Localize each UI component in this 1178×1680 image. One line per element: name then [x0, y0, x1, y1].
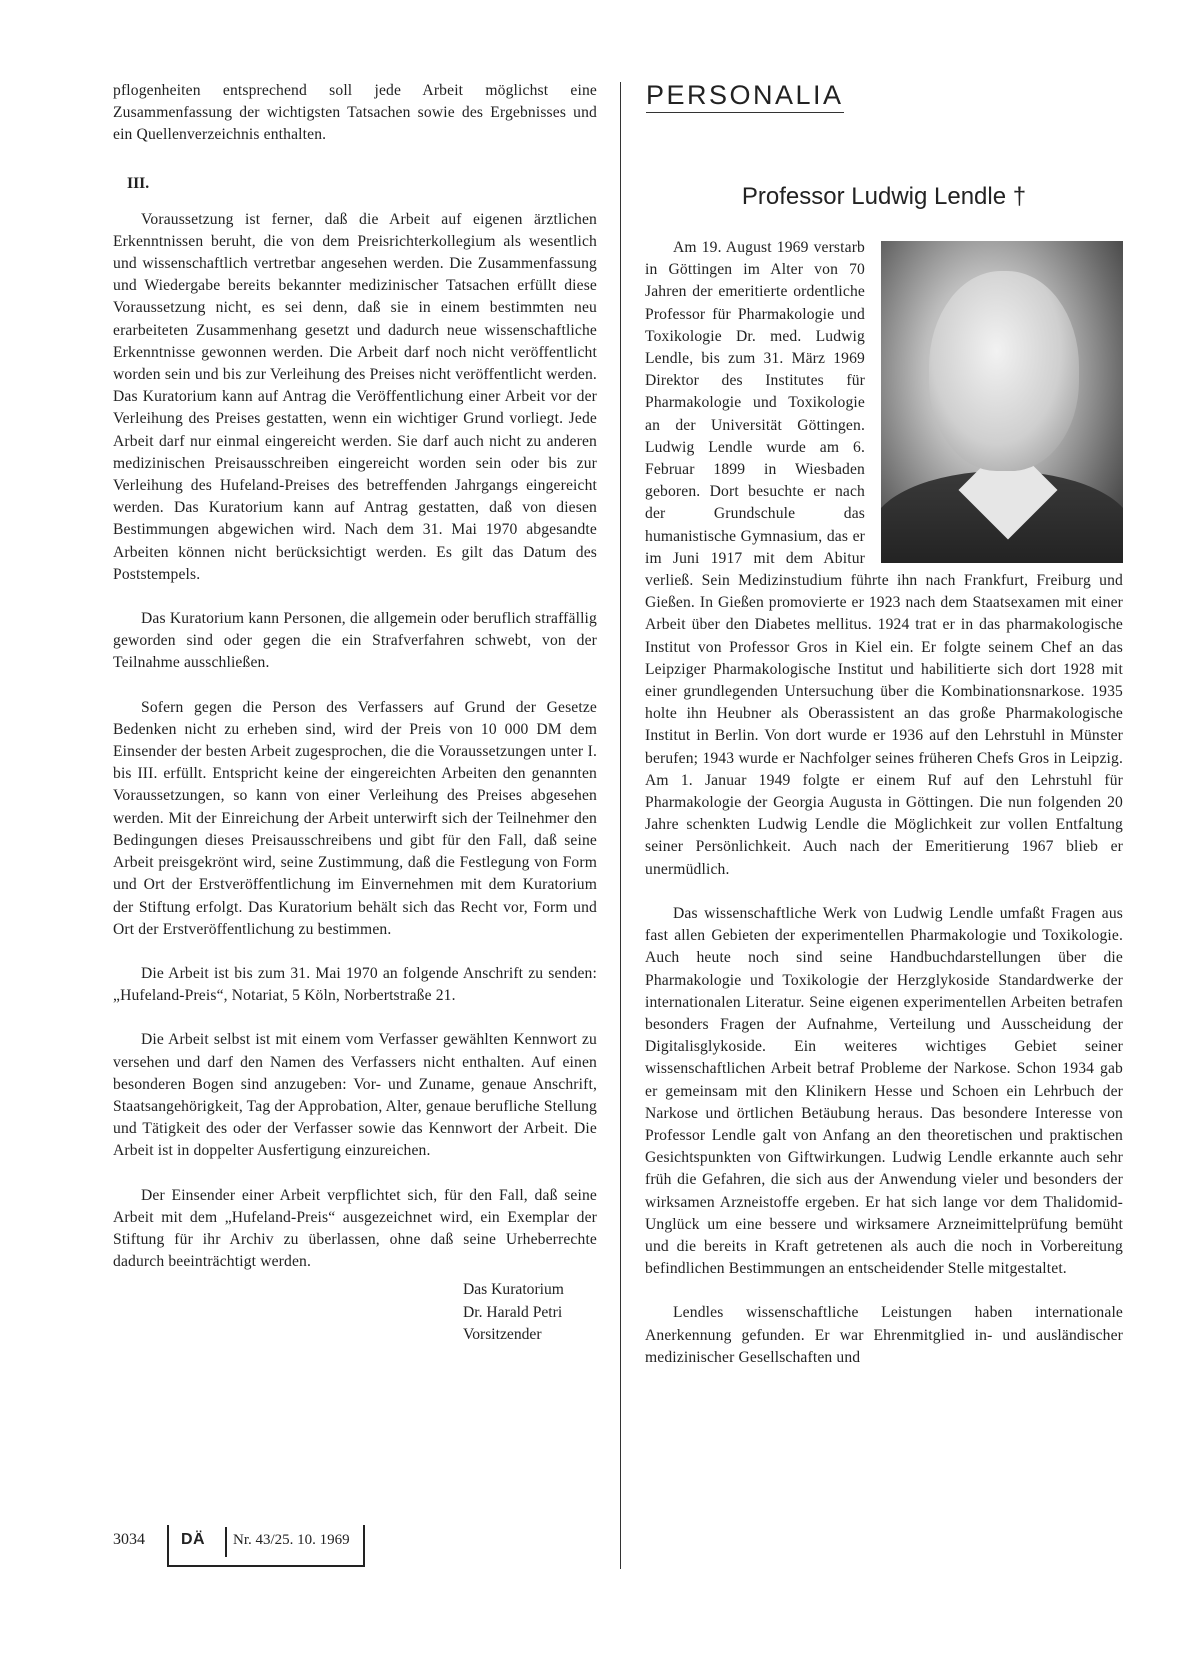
left-column — [113, 80, 597, 1346]
column-divider — [620, 82, 621, 1569]
journal-box — [167, 1525, 365, 1567]
paragraph-prize: Sofern gegen die Person des Verfassers auf Grund der Gesetze Bedenken nicht zu erheben sind, wird der Preis von 10 000 DM dem Einsender der besten Arbeit zugesprochen, die die Voraussetzungen unter I. bis III. erfüllt. Entspricht keine der eingereichten Arbeiten den genannten Voraussetzungen, so kann von einer Verleihung des Preises abgesehen werden. Mit der Einreichung der Arbeit unterwirft sich der Teilnehmer den Bedingungen dieses Preisausschreibens und gibt für den Fall, daß seine Arbeit preisgekrönt wird, seine Zustimmung, daß die Festlegung von Form und Ort der Erstveröffentlichung im Einvernehmen mit dem Kuratorium der Stiftung erfolgt. Das Kuratorium behält sich das Recht vor, Form und Ort der Erstveröffentlichung zu bestimmen. — [113, 698, 597, 938]
signature-line: Dr. Harald Petri — [463, 1303, 563, 1321]
paragraph-recognition: Lendles wissenschaftliche Leistungen haben internationale Anerkennung gefunden. Er war Ehrenmitglied in- und ausländischer medizinischer Gesellschaften und — [645, 1304, 1123, 1366]
paragraph-archive: Der Einsender einer Arbeit verpflichtet sich, für den Fall, daß seine Arbeit mit dem „Hufeland-Preis“ ausgezeichnet wird, ein Exemplar der Stiftung für ihr Archiv zu überlassen, ohne daß seine Urheberrechte dadurch beeinträchtigt werden. — [113, 1186, 597, 1271]
intro-paragraph: pflogenheiten entsprechend soll jede Arbeit möglichst eine Zusammenfassung der wichtigsten Tatsachen sowie des Ergebnisses und ein Quellenverzeichnis enthalten. — [113, 82, 597, 144]
journal-logo: DÄ — [181, 1531, 206, 1548]
box-separator — [225, 1527, 227, 1557]
portrait-photo — [881, 241, 1123, 563]
article-heading: Professor Ludwig Lendle † — [741, 183, 1027, 210]
paragraph-anonymity: Die Arbeit selbst ist mit einem vom Verfasser gewählten Kennwort zu versehen und darf den Namen des Verfassers nicht enthalten. Auf einen besonderen Bogen sind anzugeben: Vor- und Zuname, genaue Anschrift, Staatsangehörigkeit, Tag der Approbation, Alter, genaue berufliche Stellung und Tätigkeit des oder der Verfasser sowie das Kennwort der Arbeit. Die Arbeit ist in doppelter Ausfertigung einzureichen. — [113, 1031, 597, 1160]
page-number: 3034 — [113, 1531, 145, 1548]
paragraph-scientific-work: Das wissenschaftliche Werk von Ludwig Lendle umfaßt Fragen aus fast allen Gebieten der experimentellen Pharmakologie und Toxikologie. Auch heute noch sind seine Handbuchdarstellungen über die Pharmakologie und Toxikologie der Herzglykoside Standardwerke der internationalen Literatur. Seine eigenen experimentellen Arbeiten betrafen besonders Fragen der Aufnahme, Verteilung und Ausscheidung der Digitalisglykoside. Ein weiteres wichtiges Gebiet seiner wissenschaftlichen Arbeit betraf Probleme der Narkose. Schon 1934 gab er gemeinsam mit den Klinikern Hesse und Schoen ein Lehrbuch der Narkose und örtlichen Betäubung heraus. Das besondere Interesse von Professor Lendle galt von Anfang an den theoretischen und praktischen Gesichtspunkten von Giftwirkungen. Ludwig Lendle erkannte auch sehr früh die Gefahren, die sich aus der Anwendung vieler und besonders der wirksamen Arzneistoffe ergeben. Er hat sich lange vor dem Thalidomid-Unglück um eine bessere und wirksamere Arzneimittelprüfung bemüht und die bereits in Kraft getretenen als auch die noch in Vorbereitung befindlichen Bestimmungen an entscheidender Stelle mitgestaltet. — [645, 904, 1123, 1278]
section-number: III. — [127, 174, 150, 192]
paragraph-exclusion: Das Kuratorium kann Personen, die allgemein oder beruflich straffällig geworden sind oder gegen die ein Strafverfahren schwebt, von der Teilnahme ausschließen. — [113, 610, 597, 672]
section-title: PERSONALIA — [646, 80, 844, 113]
signature-block — [463, 1279, 597, 1346]
right-column — [645, 80, 1123, 1369]
signature-line: Das Kuratorium — [463, 1281, 564, 1299]
paragraph-conditions: Voraussetzung ist ferner, daß die Arbeit auf eigenen ärztlichen Erkenntnissen beruht, die von dem Preisrichterkollegium als wesentlich und wissenschaftlich vertretbar angesehen werden. Die Zusammenfassung und Wiedergabe bereits bekannter medizinischer Tatsachen erfüllt diese Voraussetzung nicht, es sei denn, daß sie in einem bestimmten neu erarbeiteten Zusammenhang gesetzt und dadurch neue wissenschaftliche Erkenntnisse gewonnen werden. Die Arbeit darf noch nicht veröffentlicht worden sein und bis zur Verleihung des Preises nicht veröffentlicht werden. Das Kuratorium kann auf Antrag die Veröffentlichung einer Arbeit vor der Verleihung des Preises gestatten, wenn ein wichtiger Grund vorliegt. Jede Arbeit darf nur einmal eingereicht werden. Sie darf auch nicht zu anderen medizinischen Preisausschreiben eingereicht worden sein oder bis zur Verleihung des Hufeland-Preises des betreffenden Jahrgangs eingereicht werden. Das Kuratorium kann auf Antrag gestatten, daß von diesen Bestimmungen abgewichen wird. Nach dem 31. Mai 1970 abgesandte Arbeiten können nicht berücksichtigt werden. Es gilt das Datum des Poststempels. — [113, 210, 597, 583]
paragraph-biography: Am 19. August 1969 verstarb in Göttingen im Alter von 70 Jahren der emeritierte ordentliche Professor für Pharmakologie und Toxikologie Dr. med. Ludwig Lendle, bis zum 31. März 1969 Direktor des Institutes für Pharmakologie und Toxikologie an der Universität Göttingen. Ludwig Lendle wurde am 6. Februar 1899 in Wiesbaden geboren. Dort besuchte er nach der Grundschule das humanistische Gymnasium, das er im Juni 1917 mit dem Abitur verließ. Sein Medizinstudium führte ihn nach Frankfurt, Freiburg und Gießen. In Gießen promovierte er 1923 nach dem Staatsexamen mit einer Arbeit über den Diabetes mellitus. 1924 trat er in das pharmakologische Institut von Professor Gros in Kiel ein. Er folgte seinem Chef an das Leipziger Pharmakologische Institut und habilitierte sich dort 1928 mit einer grundlegenden Untersuchung über die Kombinationsnarkose. 1935 holte ihn Heubner als Oberassistent an das große Pharmakologische Institut in Berlin. Von dort wurde er 1936 auf den Lehrstuhl in Münster berufen; 1943 wurde er Nachfolger seines früheren Chefs Gros in Leipzig. Am 1. Januar 1949 folgte er einem Ruf auf den Lehrstuhl für Pharmakologie der Georgia Augusta in Göttingen. Die nun folgenden 20 Jahre schenkten Ludwig Lendle die Möglichkeit zur vollen Entfaltung seiner Persönlichkeit. Auch nach der Emeritierung 1967 blieb er unermüdlich. — [645, 239, 1123, 878]
issue-number: Nr. 43/25. 10. 1969 — [233, 1532, 350, 1548]
paragraph-address: Die Arbeit ist bis zum 31. Mai 1970 an folgende Anschrift zu senden: „Hufeland-Preis“, Notariat, 5 Köln, Norbertstraße 21. — [113, 964, 597, 1005]
signature-line: Vorsitzender — [463, 1325, 542, 1343]
